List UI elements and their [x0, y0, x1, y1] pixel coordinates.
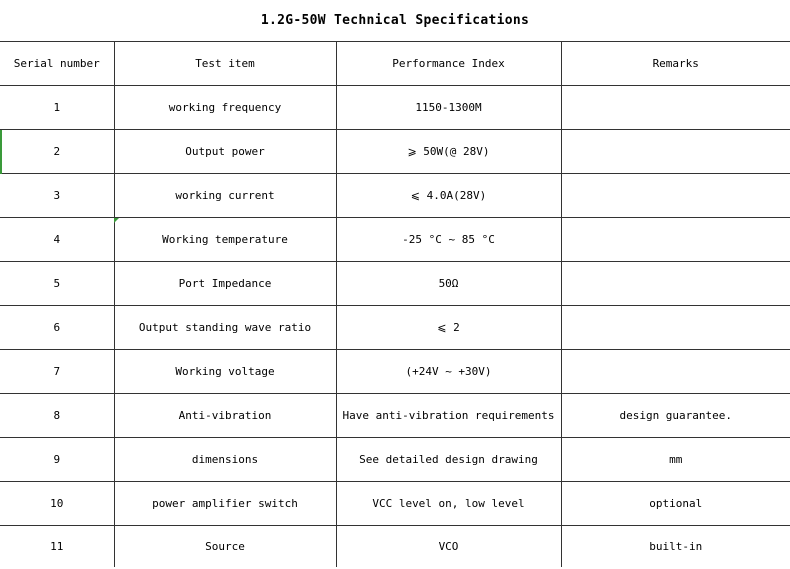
sheet-title: 1.2G-50W Technical Specifications: [260, 13, 530, 28]
cell-serial[interactable]: 9: [0, 438, 114, 482]
cell-performance-index[interactable]: (+24V ~ +30V): [336, 350, 561, 394]
table-row: [0, 174, 790, 218]
cell-test-item[interactable]: power amplifier switch: [114, 482, 336, 526]
cell-remarks[interactable]: [561, 130, 790, 174]
header-test-item[interactable]: Test item: [114, 42, 336, 86]
spec-table: [0, 41, 790, 567]
cell-performance-index[interactable]: VCO: [336, 526, 561, 568]
cell-serial[interactable]: 2: [0, 130, 114, 174]
cell-test-item[interactable]: Working voltage: [114, 350, 336, 394]
cell-remarks[interactable]: mm: [561, 438, 790, 482]
header-row: [0, 42, 790, 86]
table-row: [0, 438, 790, 482]
cell-serial[interactable]: 1: [0, 86, 114, 130]
cell-test-item[interactable]: Output power: [114, 130, 336, 174]
cell-comment-indicator: [114, 218, 119, 223]
cell-test-item[interactable]: Source: [114, 526, 336, 568]
table-row: [0, 86, 790, 130]
cell-serial[interactable]: 7: [0, 350, 114, 394]
cell-remarks[interactable]: [561, 86, 790, 130]
header-performance-index[interactable]: Performance Index: [336, 42, 561, 86]
cell-test-item[interactable]: Output standing wave ratio: [114, 306, 336, 350]
cell-test-item[interactable]: working frequency: [114, 86, 336, 130]
cell-serial[interactable]: 4: [0, 218, 114, 262]
table-row: [0, 130, 790, 174]
cell-performance-index[interactable]: 1150-1300M: [336, 86, 561, 130]
header-serial-number[interactable]: Serial number: [0, 42, 114, 86]
cell-serial[interactable]: 11: [0, 526, 114, 568]
table-row: [0, 394, 790, 438]
cell-test-item[interactable]: Port Impedance: [114, 262, 336, 306]
cell-serial[interactable]: 3: [0, 174, 114, 218]
cell-remarks[interactable]: built-in: [561, 526, 790, 568]
cell-remarks[interactable]: [561, 174, 790, 218]
cell-performance-index[interactable]: ⩽ 4.0A(28V): [336, 174, 561, 218]
cell-test-item[interactable]: Working temperature: [114, 218, 336, 262]
cell-remarks[interactable]: optional: [561, 482, 790, 526]
cell-performance-index[interactable]: ⩾ 50W(@ 28V): [336, 130, 561, 174]
cell-serial[interactable]: 5: [0, 262, 114, 306]
cell-remarks[interactable]: design guarantee.: [561, 394, 790, 438]
cell-performance-index[interactable]: VCC level on, low level: [336, 482, 561, 526]
cell-performance-index[interactable]: ⩽ 2: [336, 306, 561, 350]
cell-performance-index[interactable]: Have anti-vibration requirements: [336, 394, 561, 438]
header-remarks[interactable]: Remarks: [561, 42, 790, 86]
cell-serial[interactable]: 6: [0, 306, 114, 350]
cell-serial[interactable]: 10: [0, 482, 114, 526]
cell-performance-index[interactable]: 50Ω: [336, 262, 561, 306]
table-row: [0, 262, 790, 306]
table-row: [0, 526, 790, 568]
active-row-marker: [0, 130, 2, 174]
cell-performance-index[interactable]: See detailed design drawing: [336, 438, 561, 482]
cell-test-item[interactable]: Anti-vibration: [114, 394, 336, 438]
cell-remarks[interactable]: [561, 306, 790, 350]
cell-remarks[interactable]: [561, 350, 790, 394]
cell-test-item[interactable]: dimensions: [114, 438, 336, 482]
cell-serial[interactable]: 8: [0, 394, 114, 438]
cell-remarks[interactable]: [561, 218, 790, 262]
table-row: [0, 350, 790, 394]
cell-remarks[interactable]: [561, 262, 790, 306]
cell-performance-index[interactable]: -25 °C ~ 85 °C: [336, 218, 561, 262]
table-row: [0, 306, 790, 350]
cell-test-item[interactable]: working current: [114, 174, 336, 218]
table-row: [0, 482, 790, 526]
table-row: [0, 218, 790, 262]
